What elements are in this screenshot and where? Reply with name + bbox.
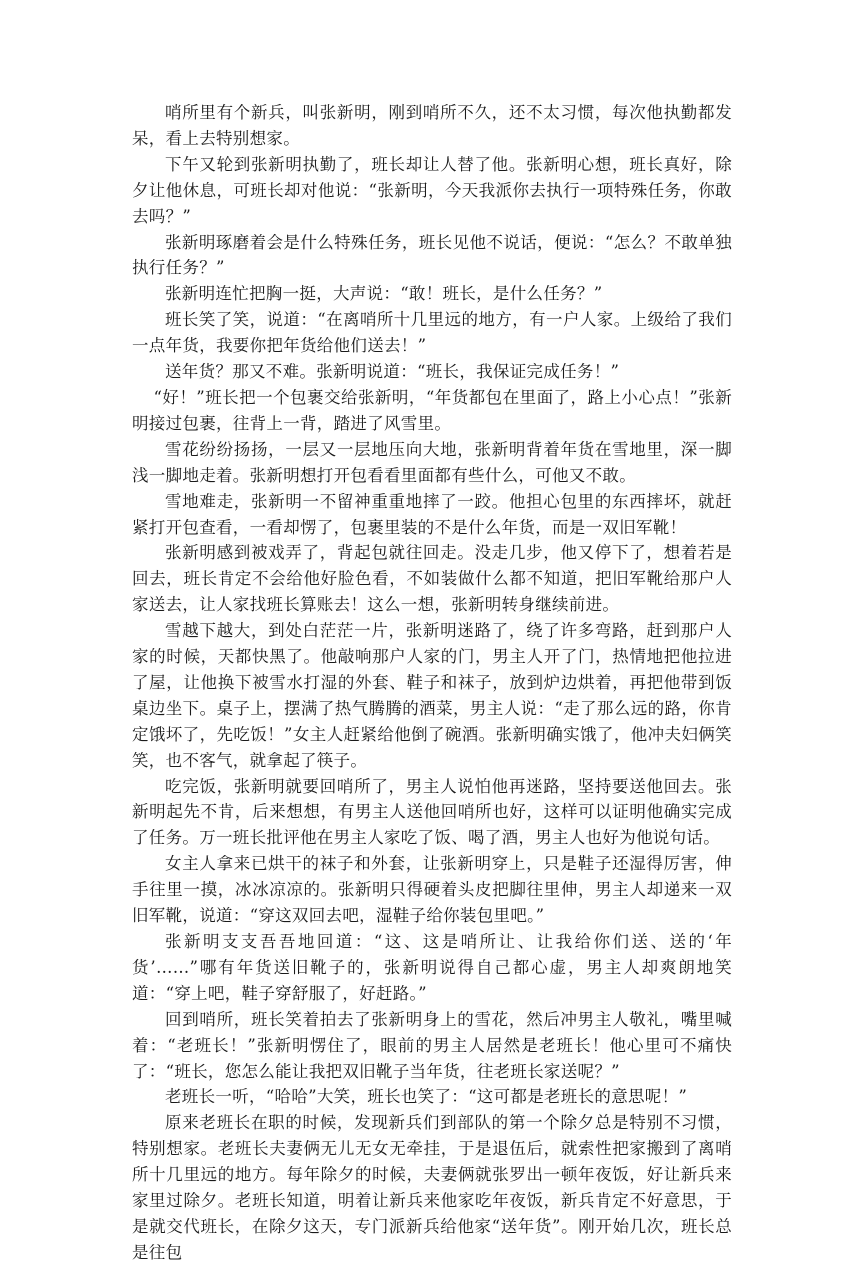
paragraph: “好！”班长把一个包裹交给张新明，“年货都包在里面了，路上小心点！”张新明接过包裹，往背上一背，踏进了风雪里。 bbox=[132, 387, 732, 433]
paragraph: 张新明连忙把胸一挺，大声说：“敢！班长，是什么任务？” bbox=[165, 284, 603, 304]
paragraph: 雪花纷纷扬扬，一层又一层地压向大地，张新明背着年货在雪地里，深一脚浅一脚地走着。张新明想打开包看看里面都有些什么，可他又不敢。 bbox=[132, 439, 732, 485]
paragraph: 老班长一听，“哈哈”大笑，班长也笑了：“这可都是老班长的意思呢！” bbox=[165, 1087, 688, 1107]
paragraph: 哨所里有个新兵，叫张新明，刚到哨所不久，还不太习惯，每次他执勤都发呆，看上去特别想家。 bbox=[132, 103, 732, 148]
paragraph: 张新明感到被戏弄了，背起包就往回走。没走几步，他又停下了，想着若是回去，班长肯定不会给他好脸色看，不如装做什么都不知道，把旧军靴给那户人家送去，让人家找班长算账去！这么一想，张新明转身继续前进。 bbox=[132, 543, 732, 615]
paragraph: 雪地难走，张新明一不留神重重地摔了一跤。他担心包里的东西摔坏，就赶紧打开包查看，一看却愣了，包裹里装的不是什么年货，而是一双旧军靴！ bbox=[132, 491, 732, 537]
paragraph: 张新明琢磨着会是什么特殊任务，班长见他不说话，便说：“怎么？不敢单独执行任务？” bbox=[132, 232, 732, 278]
paragraph: 原来老班长在职的时候，发现新兵们到部队的第一个除夕总是特别不习惯，特别想家。老班长夫妻俩无儿无女无牵挂，于是退伍后，就索性把家搬到了离哨所十几里远的地方。每年除夕的时候，夫妻俩就张罗出一顿年夜饭，好让新兵来家里过除夕。老班长知道，明着让新兵来他家吃年夜饭，新兵肯定不好意思，于是就交代班长，在除夕这天，专门派新兵给他家“送年货”。刚开始几次，班长总是往包 bbox=[132, 1113, 732, 1262]
story-body bbox=[132, 100, 732, 1266]
paragraph: 吃完饭，张新明就要回哨所了，男主人说怕他再迷路，坚持要送他回去。张新明起先不肯，后来想想，有男主人送他回哨所也好，这样可以证明他确实完成了任务。万一班长批评他在男主人家吃了饭、喝了酒，男主人也好为他说句话。 bbox=[132, 776, 732, 848]
paragraph: 送年货？那又不难。张新明说道：“班长，我保证完成任务！” bbox=[165, 362, 620, 382]
paragraph: 女主人拿来已烘干的袜子和外套，让张新明穿上，只是鞋子还湿得厉害，伸手往里一摸，冰冰凉凉的。张新明只得硬着头皮把脚往里伸，男主人却递来一双旧军靴，说道：“穿这双回去吧，湿鞋子给你装包里吧。” bbox=[132, 854, 732, 926]
paragraph: 雪越下越大，到处白茫茫一片，张新明迷路了，绕了许多弯路，赶到那户人家的时候，天都快黑了。他敲响那户人家的门，男主人开了门，热情地把他拉进了屋，让他换下被雪水打湿的外套、鞋子和袜子，放到炉边烘着，再把他带到饭桌边坐下。桌子上，摆满了热气腾腾的酒菜，男主人说：“走了那么远的路，你肯定饿坏了，先吃饭！”女主人赶紧给他倒了碗酒。张新明确实饿了，他冲夫妇俩笑笑，也不客气，就拿起了筷子。 bbox=[132, 621, 732, 770]
paragraph: 班长笑了笑，说道：“在离哨所十几里远的地方，有一户人家。上级给了我们一点年货，我要你把年货给他们送去！” bbox=[132, 310, 732, 356]
paragraph: 下午又轮到张新明执勤了，班长却让人替了他。张新明心想，班长真好，除夕让他休息，可班长却对他说：“张新明，今天我派你去执行一项特殊任务，你敢去吗？” bbox=[132, 154, 732, 226]
paragraph: 回到哨所，班长笑着拍去了张新明身上的雪花，然后冲男主人敬礼，嘴里喊着：“老班长！”张新明愣住了，眼前的男主人居然是老班长！他心里可不痛快了：“班长，您怎么能让我把双旧靴子当年货，往老班长家送呢？” bbox=[132, 1009, 732, 1081]
paragraph: 张新明支支吾吾地回道：“这、这是哨所让、让我给你们送、送的‘年货’……”哪有年货送旧靴子的，张新明说得自己都心虚，男主人却爽朗地笑道：“穿上吧，鞋子穿舒服了，好赶路。” bbox=[132, 932, 732, 1003]
